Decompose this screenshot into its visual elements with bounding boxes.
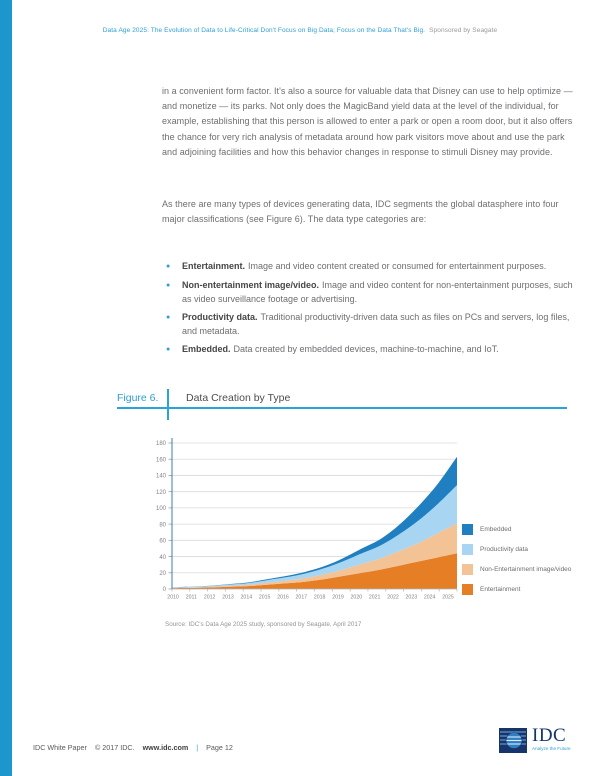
svg-text:140: 140 <box>155 473 166 480</box>
idc-logo-text: IDC <box>532 725 567 746</box>
footer-url-link[interactable]: www.idc.com <box>142 743 189 752</box>
paragraph-classifications: As there are many types of devices generating data, IDC segments the global datasphere into four major classifications (see Figure 6). The data type categories are: <box>162 199 559 225</box>
footer-page-number: Page 12 <box>206 743 233 752</box>
footer-copyright: © 2017 IDC. <box>94 743 135 752</box>
page-footer <box>33 743 239 752</box>
figure-source: Source: IDC's Data Age 2025 study, sponsored by Seagate, April 2017 <box>165 621 362 628</box>
svg-text:2015: 2015 <box>258 594 271 601</box>
figure-divider <box>167 389 169 420</box>
running-header-sponsor: Sponsored by Seagate <box>429 27 498 34</box>
bullet-icon: ● <box>166 263 171 270</box>
idc-logo-text-block <box>532 726 571 751</box>
list-item-text: Non-entertainment image/video. Image and video content for non-entertainment purposes, such as video surveillance footage or advertising. <box>182 279 573 304</box>
legend-item-embedded: Embedded <box>462 519 571 539</box>
figure-header <box>117 390 569 404</box>
idc-logo <box>499 726 571 756</box>
svg-text:2023: 2023 <box>405 594 418 601</box>
paragraph-magicband: in a convenient form factor. It's also a source for valuable data that Disney can use to help optimize — and monetize — its parks. Not only does the MagicBand yield data at the level of the individual, for example, establishing that this person is allowed to enter a park or open a room door, but it also offers the chance for very rich analysis of metadata around how park visitors move about and use the park and adjoining facilities and how this behavior changes in response to stimuli Disney may provide. <box>162 86 573 157</box>
svg-text:60: 60 <box>159 538 166 545</box>
idc-globe-icon <box>499 726 529 756</box>
chart-legend <box>462 519 571 599</box>
legend-swatch <box>462 564 473 575</box>
svg-text:120: 120 <box>155 489 166 496</box>
figure-label: Figure 6. <box>117 392 159 404</box>
legend-item-entertainment: Entertainment <box>462 579 571 599</box>
svg-text:2018: 2018 <box>313 594 326 601</box>
svg-text:80: 80 <box>159 522 166 529</box>
list-item-text: Entertainment. Image and video content created or consumed for entertainment purposes. <box>182 261 547 271</box>
svg-text:160: 160 <box>155 457 166 464</box>
bullet-icon: ● <box>166 313 171 321</box>
data-creation-chart <box>138 433 468 605</box>
page-edge-bar <box>0 0 12 776</box>
legend-swatch <box>462 524 473 535</box>
data-type-list <box>166 259 576 360</box>
svg-text:2025: 2025 <box>442 594 454 601</box>
bullet-icon: ● <box>166 345 171 353</box>
svg-text:2021: 2021 <box>368 594 381 601</box>
legend-swatch <box>462 584 473 595</box>
svg-text:2010: 2010 <box>167 594 179 601</box>
legend-item-productivity: Productivity data <box>462 539 571 559</box>
svg-text:2022: 2022 <box>387 594 399 601</box>
legend-item-non-entertainment: Non-Entertainment image/video <box>462 559 571 579</box>
svg-text:2017: 2017 <box>295 594 308 601</box>
svg-text:2013: 2013 <box>222 594 234 601</box>
list-item-non-entertainment <box>166 278 576 307</box>
svg-text:2011: 2011 <box>185 594 197 601</box>
figure-title: Data Creation by Type <box>186 392 291 404</box>
figure-rule <box>117 407 567 409</box>
idc-logo-tagline: Analyze the Future <box>532 746 571 751</box>
svg-text:20: 20 <box>159 570 166 577</box>
list-item-productivity <box>166 310 576 339</box>
legend-swatch <box>462 544 473 555</box>
svg-text:2016: 2016 <box>277 594 289 601</box>
list-item-text: Productivity data. Traditional productivity-driven data such as files on PCs and servers, log files, and metadata. <box>182 311 570 336</box>
bullet-icon: ● <box>166 281 171 289</box>
footer-separator: | <box>196 743 199 752</box>
svg-text:180: 180 <box>155 441 166 448</box>
svg-text:2024: 2024 <box>423 594 436 601</box>
svg-text:2012: 2012 <box>203 594 216 601</box>
svg-text:2019: 2019 <box>332 594 344 601</box>
svg-text:0: 0 <box>162 587 166 594</box>
list-item-embedded <box>166 342 576 358</box>
svg-text:40: 40 <box>159 554 166 561</box>
svg-text:100: 100 <box>155 506 166 513</box>
running-header-title: Data Age 2025: The Evolution of Data to Life-Critical Don't Focus on Big Data; Focus on the Data That's Big. <box>102 27 426 34</box>
svg-text:2020: 2020 <box>350 594 363 601</box>
running-header <box>12 27 588 34</box>
footer-brand: IDC White Paper <box>33 743 87 752</box>
list-item-entertainment <box>166 259 576 275</box>
list-item-text: Embedded. Data created by embedded devices, machine-to-machine, and IoT. <box>182 343 499 354</box>
svg-text:2014: 2014 <box>240 594 253 601</box>
